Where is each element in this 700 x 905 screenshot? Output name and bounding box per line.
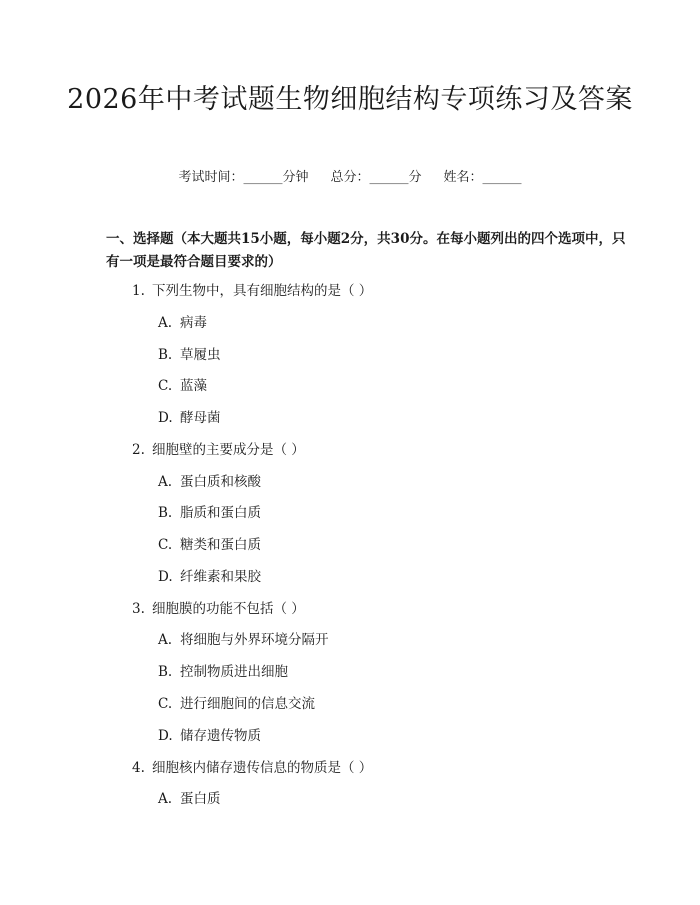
question-text: 下列生物中，具有细胞结构的是（ ） [152, 283, 373, 299]
option-text: 蓝藻 [180, 378, 207, 394]
exam-info-line [0, 168, 700, 188]
question-3 [132, 599, 305, 619]
question-1-option-a [158, 313, 207, 333]
option-letter: C. [158, 537, 173, 553]
question-number: 1. [132, 283, 145, 299]
exam-time-field: 考试时间：______分钟 [178, 170, 309, 185]
option-text: 控制物质进出细胞 [180, 664, 288, 680]
option-text: 脂质和蛋白质 [180, 505, 261, 521]
question-4-option-a [158, 789, 221, 809]
question-text: 细胞壁的主要成分是（ ） [152, 442, 305, 458]
option-text: 蛋白质和核酸 [180, 474, 261, 490]
question-3-option-c [158, 694, 315, 714]
question-1-option-b [158, 345, 221, 365]
option-letter: C. [158, 696, 173, 712]
question-2-option-c [158, 535, 261, 555]
option-letter: C. [158, 378, 173, 394]
question-3-option-a [158, 630, 329, 650]
question-1-option-d [158, 408, 221, 428]
option-letter: D. [158, 410, 173, 426]
student-name-field: 姓名：______ [443, 170, 522, 185]
section-heading: 一、选择题（本大题共15小题，每小题2分，共30分。在每小题列出的四个选项中，只有一项是最符合题目要求的） [106, 231, 626, 270]
question-1 [132, 281, 372, 301]
question-text: 细胞膜的功能不包括（ ） [152, 601, 305, 617]
option-letter: D. [158, 569, 173, 585]
option-text: 蛋白质 [180, 791, 221, 807]
question-2-option-a [158, 472, 261, 492]
question-number: 3. [132, 601, 145, 617]
question-number: 4. [132, 760, 145, 776]
question-2-option-b [158, 503, 261, 523]
question-1-option-c [158, 376, 207, 396]
question-4 [132, 758, 372, 778]
option-text: 草履虫 [180, 347, 221, 363]
option-letter: B. [158, 664, 173, 680]
total-score-field: 总分：______分 [330, 170, 422, 185]
option-letter: D. [158, 728, 173, 744]
question-number: 2. [132, 442, 145, 458]
question-3-option-d [158, 726, 261, 746]
option-text: 纤维素和果胶 [180, 569, 261, 585]
option-text: 酵母菌 [180, 410, 221, 426]
option-letter: A. [158, 632, 173, 648]
option-letter: A. [158, 474, 173, 490]
question-3-option-b [158, 662, 288, 682]
option-letter: B. [158, 505, 173, 521]
option-text: 病毒 [180, 315, 207, 331]
option-text: 将细胞与外界环境分隔开 [180, 632, 329, 648]
option-letter: A. [158, 315, 173, 331]
document-title: 2026年中考试题生物细胞结构专项练习及答案 [67, 84, 633, 115]
question-2-option-d [158, 567, 261, 587]
option-letter: B. [158, 347, 173, 363]
option-text: 储存遗传物质 [180, 728, 261, 744]
option-letter: A. [158, 791, 173, 807]
question-2 [132, 440, 305, 460]
option-text: 糖类和蛋白质 [180, 537, 261, 553]
question-text: 细胞核内储存遗传信息的物质是（ ） [152, 760, 373, 776]
option-text: 进行细胞间的信息交流 [180, 696, 315, 712]
